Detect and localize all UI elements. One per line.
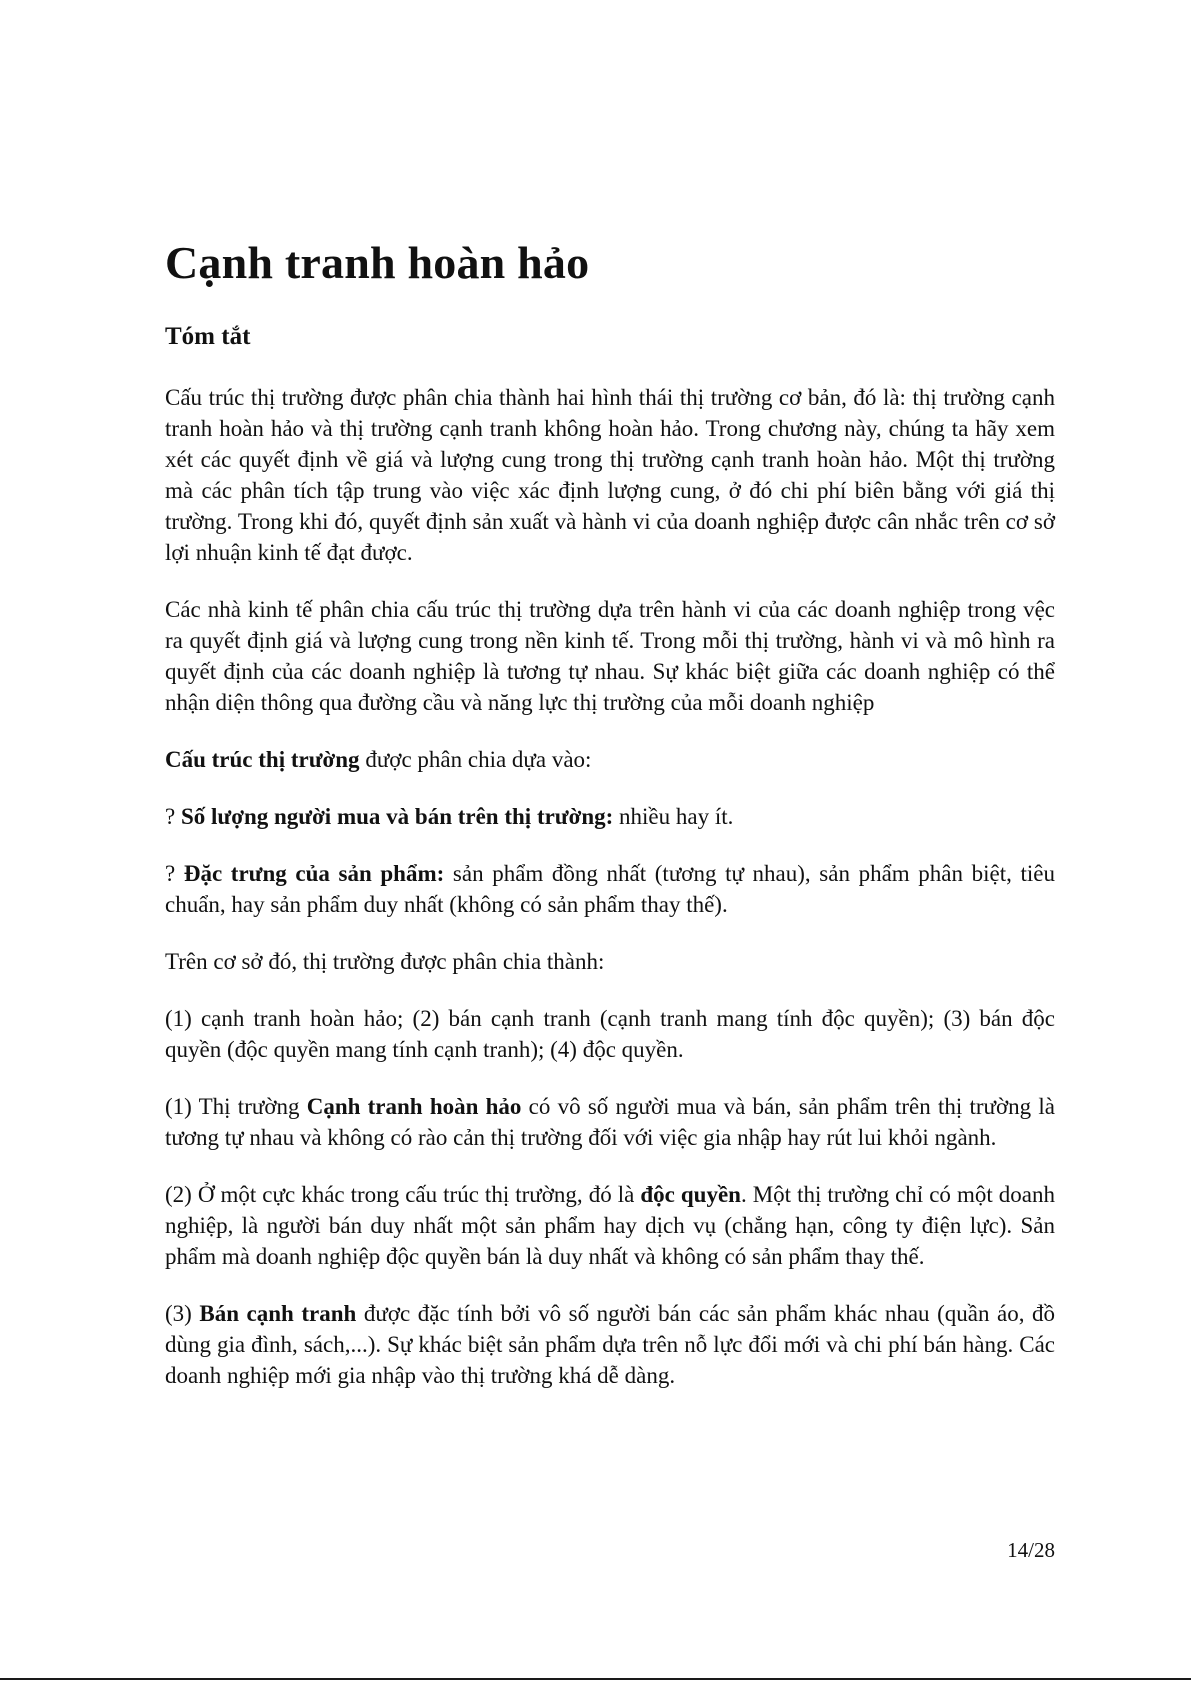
bullet-term: Đặc trưng của sản phẩm: — [183, 861, 445, 886]
paragraph-monopoly — [165, 1179, 1055, 1272]
paragraph-classification: Các nhà kinh tế phân chia cấu trúc thị trường dựa trên hành vi của các doanh nghiệp trong vệc ra quyết định giá và lượng cung trong nền kinh tế. Trong mỗi thị trường, hành vi và mô hình ra quyết định của các doanh nghiệp là tương tự nhau. Sự khác biệt giữa các doanh nghiệp có thể nhận diện thông qua đường cầu và năng lực thị trường của mỗi doanh nghiệp — [165, 597, 1055, 715]
paragraph-text: . Một thị trường chỉ có một doanh nghiệp, là người bán duy nhất một sản phẩm hay dịch vụ (chẳng hạn, công ty điện lực). Sản phẩm mà doanh nghiệp độc quyền bán là duy nhất và không có sản phẩm thay thế. — [165, 1182, 1055, 1269]
paragraph-criteria — [165, 744, 1055, 775]
bullet-marker: ? — [165, 804, 181, 829]
document-page — [165, 0, 1055, 1685]
bullet-text: sản phẩm đồng nhất (tương tự nhau), sản phẩm phân biệt, tiêu chuẩn, hay sản phẩm duy nhất (không có sản phẩm thay thế). — [165, 861, 1055, 917]
paragraph-intro: Cấu trúc thị trường được phân chia thành hai hình thái thị trường cơ bản, đó là: thị trường cạnh tranh hoàn hảo và thị trường cạnh tranh không hoàn hảo. Trong chương này, chúng ta hãy xem xét các quyết định về giá và lượng cung trong thị trường cạnh tranh hoàn hảo. Một thị trường mà các phân tích tập trung vào việc xác định lượng cung, ở đó chi phí biên bằng với giá thị trường. Trong khi đó, quyết định sản xuất và hành vi của doanh nghiệp được cân nhắc trên cơ sở lợi nhuận kinh tế đạt được. — [165, 385, 1055, 565]
bullet-marker: ? — [165, 861, 184, 886]
bullet-term: Số lượng người mua và bán trên thị trường: — [180, 804, 614, 829]
criteria-text: được phân chia dựa vào: — [359, 747, 592, 772]
bullet-text: nhiều hay ít. — [613, 804, 734, 829]
page-title: Cạnh tranh hoàn hảo — [165, 237, 590, 288]
page-number: 14/28 — [1007, 1538, 1055, 1562]
paragraph-text: có vô số người mua và bán, sản phẩm trên thị trường là tương tự nhau và không có rào cản thị trường đối với việc gia nhập hay rút lui khỏi ngành. — [165, 1094, 1055, 1150]
paragraph-prefix: (3) — [165, 1301, 200, 1326]
bullet-product-traits — [165, 858, 1055, 920]
document-body — [165, 382, 1055, 1417]
bullet-buyers-sellers — [165, 801, 1055, 832]
footer-divider — [0, 1678, 1191, 1680]
criteria-term: Cấu trúc thị trường — [165, 747, 360, 772]
summary-heading: Tóm tắt — [165, 323, 251, 350]
paragraph-prefix: (1) Thị trường — [165, 1094, 307, 1119]
paragraph-text: được đặc tính bởi vô số người bán các sản phẩm khác nhau (quần áo, đồ dùng gia đình, sách,...). Sự khác biệt sản phẩm dựa trên nỗ lực đổi mới và chi phí bán hàng. Các doanh nghiệp mới gia nhập vào thị trường khá dễ dàng. — [165, 1301, 1055, 1388]
term-monopoly: độc quyền — [640, 1182, 741, 1207]
paragraph-perfect-competition — [165, 1091, 1055, 1153]
term-monopolistic-competition: Bán cạnh tranh — [199, 1301, 357, 1326]
paragraph-monopolistic-competition — [165, 1298, 1055, 1391]
paragraph-market-types-intro: Trên cơ sở đó, thị trường được phân chia thành: — [165, 949, 605, 974]
paragraph-market-types-list: (1) cạnh tranh hoàn hảo; (2) bán cạnh tranh (cạnh tranh mang tính độc quyền); (3) bán độc quyền (độc quyền mang tính cạnh tranh); (4) độc quyền. — [165, 1006, 1055, 1062]
term-perfect-competition: Cạnh tranh hoàn hảo — [306, 1094, 522, 1119]
paragraph-prefix: (2) Ở một cực khác trong cấu trúc thị trường, đó là — [165, 1182, 641, 1207]
